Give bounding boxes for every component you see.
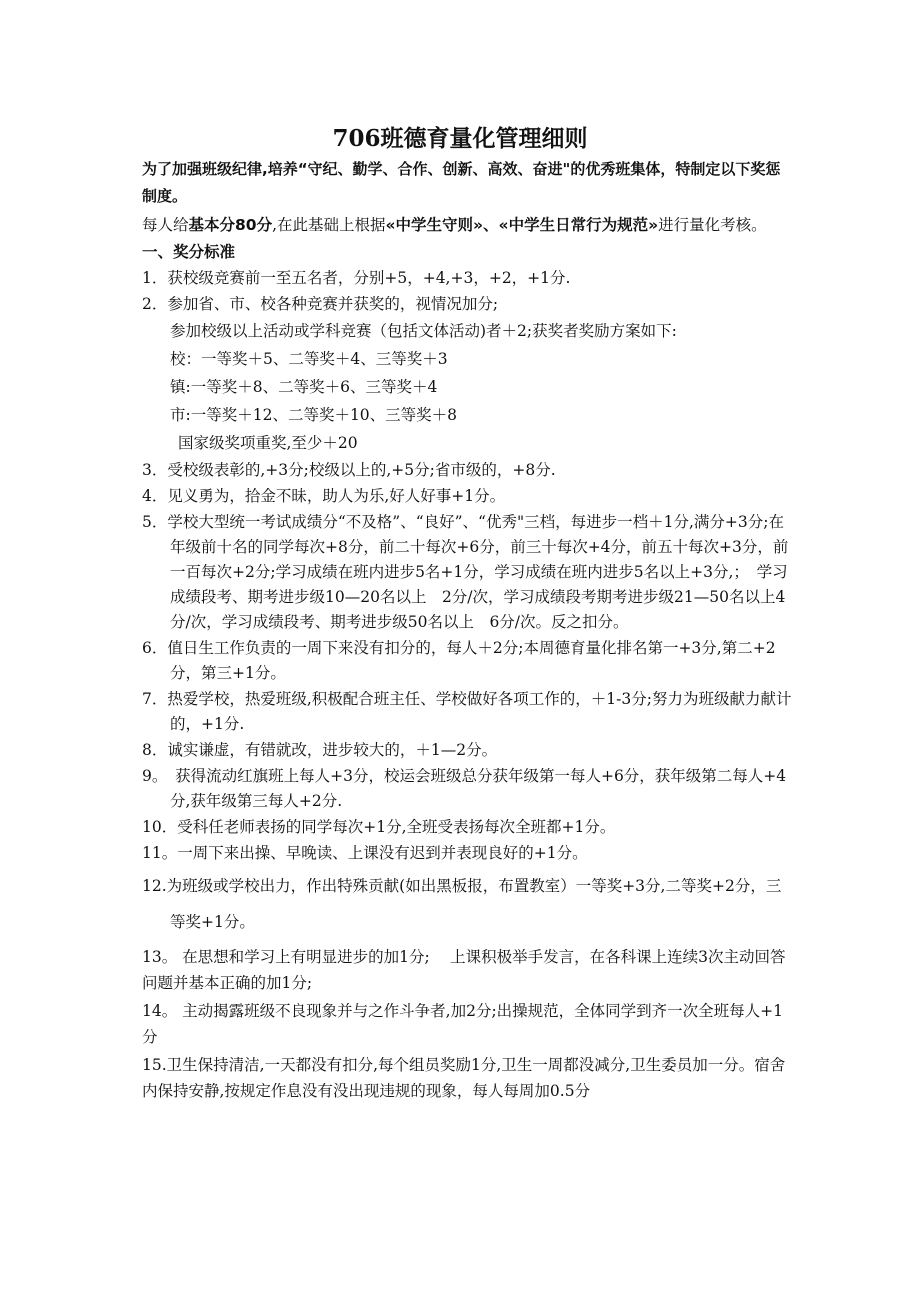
list-item: 6．值日生工作负责的一周下来没有扣分的，每人＋2分;本周德育量化排名第一+3分,第二+2分，第三+1分。 bbox=[142, 639, 776, 682]
section-heading-rewards: 一、奖分标准 bbox=[142, 243, 236, 261]
list-item: 14。 主动揭露班级不良现象并与之作斗争者,加2分;出操规范，全体同学到齐一次全班每人+1分 bbox=[142, 1002, 784, 1046]
sub-item: 市:一等奖＋12、二等奖＋10、三等奖＋8 bbox=[170, 406, 458, 424]
basis-post: 进行量化考核。 bbox=[658, 216, 767, 234]
basis-paragraph bbox=[142, 212, 792, 238]
list-item: 7．热爱学校，热爱班级,积极配合班主任、学校做好各项工作的，＋1-3分;努力为班级献力献计的，+1分. bbox=[142, 690, 792, 733]
list-item: 8．诚实谦虚，有错就改，进步较大的，＋1—2分。 bbox=[142, 741, 498, 759]
list-item: 4．见义勇为，拾金不昧，助人为乐,好人好事+1分。 bbox=[142, 487, 506, 505]
basis-rules: «中学生守则»、«中学生日常行为规范» bbox=[385, 216, 659, 234]
intro-paragraph: 为了加强班级纪律,培养“守纪、勤学、合作、创新、高效、奋进"的优秀班集体，特制定以下奖惩制度。 bbox=[142, 160, 781, 205]
list-item: 15.卫生保持清洁,一天都没有扣分,每个组员奖励1分,卫生一周都没减分,卫生委员加一分。宿舍内保持安静,按规定作息没有没出现违规的现象，每人每周加0.5分 bbox=[142, 1056, 786, 1100]
basis-pre: 每人给 bbox=[142, 216, 189, 234]
document-body bbox=[142, 156, 792, 1106]
list-item: 3．受校级表彰的,+3分;校级以上的,+5分;省市级的，+8分. bbox=[142, 461, 556, 479]
list-item: 2．参加省、市、校各种竞赛并获奖的，视情况加分; bbox=[142, 295, 499, 313]
sub-item: 参加校级以上活动或学科竞赛（包括文体活动)者＋2;获奖者奖励方案如下: bbox=[170, 322, 677, 340]
document-title: 706班德育量化管理细则 bbox=[332, 125, 588, 152]
sub-item-national: 国家级奖项重奖,至少＋20 bbox=[178, 434, 358, 452]
basis-mid: ,在此基础上根据 bbox=[272, 216, 386, 234]
list-item: 9。 获得流动红旗班上每人+3分，校运会班级总分获年级第一每人+6分，获年级第二每人+4分,获年级第三每人+2分. bbox=[142, 767, 787, 810]
list-item: 1．获校级竞赛前一至五名者，分别+5，+4,+3，+2，+1分. bbox=[142, 269, 571, 287]
basis-score: 基本分80分 bbox=[188, 216, 273, 234]
list-item: 11。一周下来出操、早晚读、上课没有迟到并表现良好的+1分。 bbox=[142, 844, 588, 862]
list-item: 12.为班级或学校出力，作出特殊贡献(如出黑板报，布置教室）一等奖+3分,二等奖+2分，三等奖+1分。 bbox=[142, 877, 782, 931]
sub-item: 镇:一等奖＋8、二等奖＋6、三等奖＋4 bbox=[170, 378, 438, 396]
list-item: 5．学校大型统一考试成绩分“不及格”、“良好”、“优秀"三档，每进步一档＋1分,满分+3分;在年级前十名的同学每次+8分，前二十每次+6分，前三十每次+4分，前五十每次+3分，前一百每次+2分;学习成绩在班内进步5名+1分，学习成绩在班内进步5名以上+3分,； 学习成绩段考、期考进步级10—20名以上 2分/次，学习成绩段考期考进步级21—50名以上4分/次，学习成绩段考、期考进步级50名以上 6分/次。反之扣分。 bbox=[142, 513, 789, 631]
list-item: 10．受科任老师表扬的同学每次+1分,全班受表扬每次全班都+1分。 bbox=[142, 818, 616, 836]
sub-item: 校：一等奖＋5、二等奖＋4、三等奖＋3 bbox=[170, 350, 448, 368]
list-item: 13。 在思想和学习上有明显进步的加1分; 上课积极举手发言，在各科课上连续3次主动回答问题并基本正确的加1分; bbox=[142, 948, 786, 992]
